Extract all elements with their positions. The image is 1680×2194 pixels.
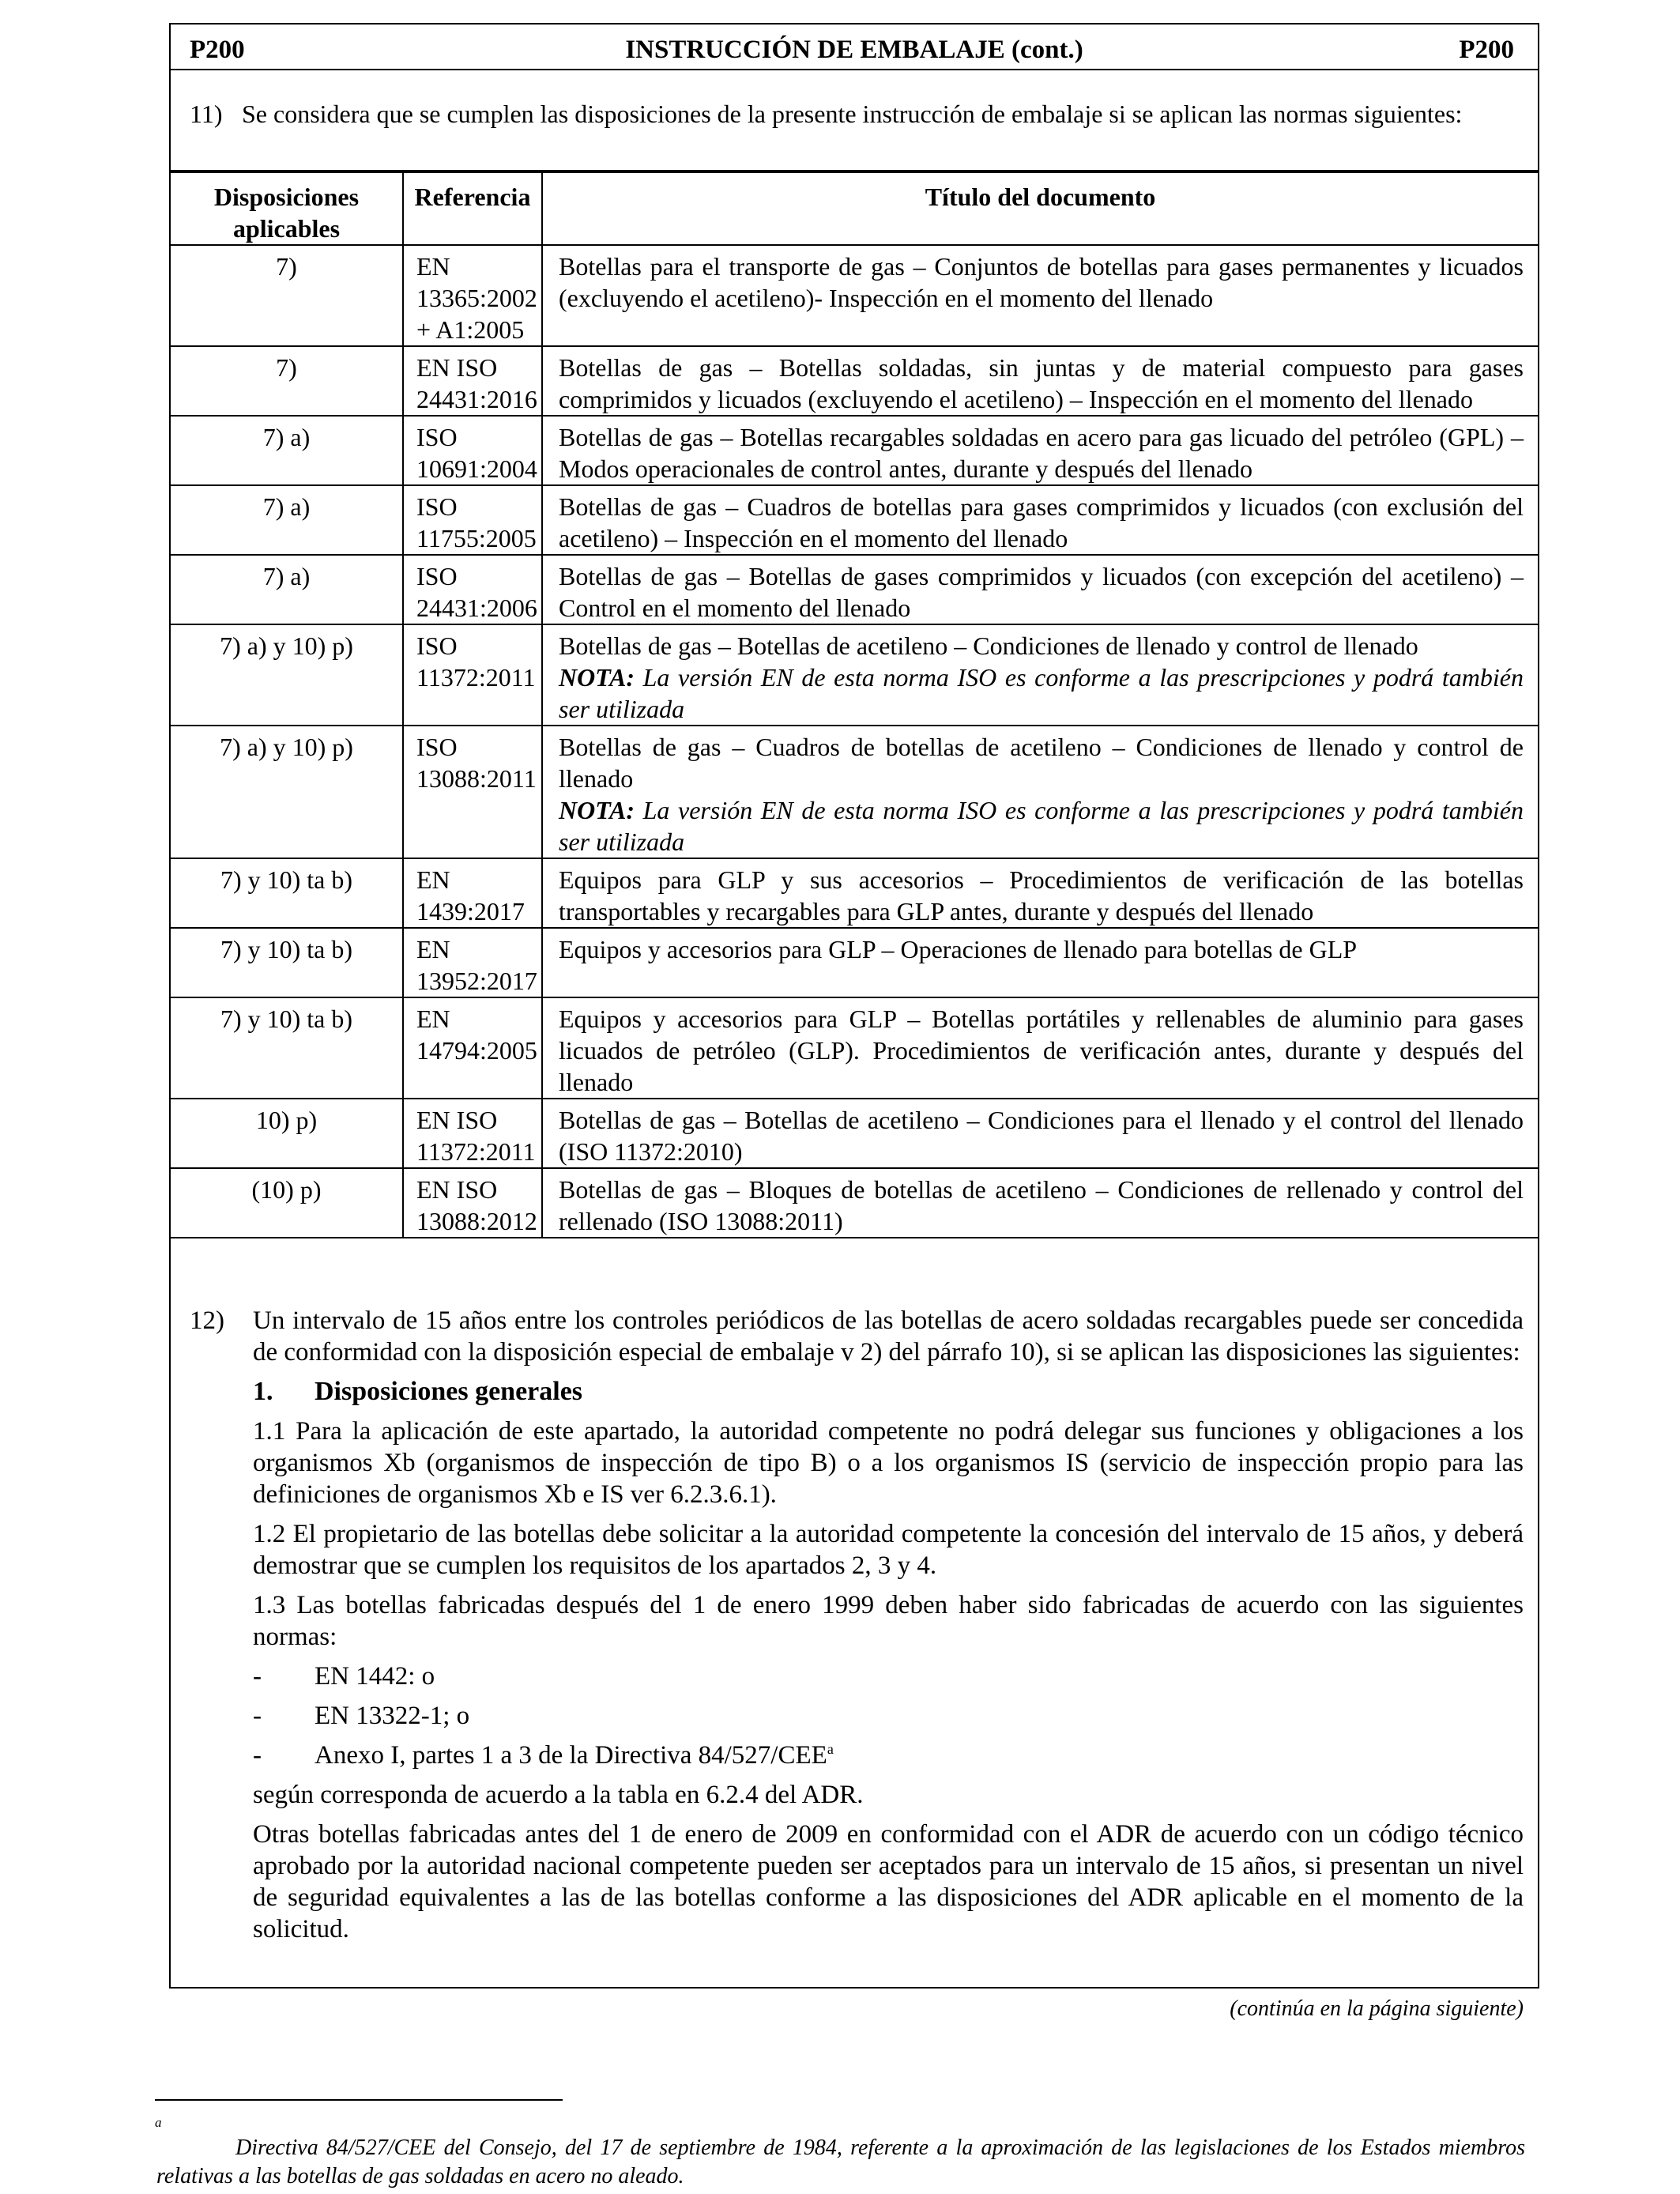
list-item-text: EN 13322-1; o <box>315 1702 470 1730</box>
cell-titulo-text: Equipos y accesorios para GLP – Botellas portátiles y rellenables de aluminio para gases licuados de petróleo (GLP). Procedimientos de verificación antes, durante y después del llenado <box>559 1005 1524 1096</box>
cell-referencia: ISO 11755:2005 <box>403 485 542 555</box>
list-item-text: Anexo I, partes 1 a 3 de la Directiva 84/527/CEE <box>315 1741 827 1770</box>
item-12-intro: Un intervalo de 15 años entre los controles periódicos de las botellas de acero soldadas recargables puede ser concedida de conformidad con la disposición especial de embalaje v 2) del párrafo 10), si se aplican las disposiciones las siguientes: <box>253 1306 1524 1367</box>
cell-referencia: ISO 13088:2011 <box>403 726 542 858</box>
cell-titulo-text: Equipos para GLP y sus accesorios – Procedimientos de verificación de las botellas transportables y recargables para GLP antes, durante y después del llenado <box>559 865 1524 925</box>
header-bar <box>171 25 1538 70</box>
section-heading <box>253 1376 1524 1408</box>
list-item-text: EN 1442: o <box>315 1662 435 1691</box>
cell-referencia: EN ISO 13088:2012 <box>403 1168 542 1238</box>
cell-disposiciones: 7) a) y 10) p) <box>171 726 403 858</box>
cell-referencia: ISO 10691:2004 <box>403 416 542 485</box>
item-11 <box>171 70 1538 172</box>
paragraph-1-2: 1.2 El propietario de las botellas debe solicitar a la autoridad competente la concesión del intervalo de 15 años, y deberá demostrar que se cumplen los requisitos de los apartados 2, 3 y 4. <box>253 1520 1524 1580</box>
cell-titulo-text: Botellas de gas – Cuadros de botellas para gases comprimidos y licuados (con exclusión del acetileno) – Inspección en el momento del llenado <box>559 492 1524 552</box>
note-label: NOTA: <box>559 796 635 824</box>
cell-titulo-text: Botellas de gas – Botellas soldadas, sin juntas y de material compuesto para gases comprimidos y licuados (excluyendo el acetileno) – Inspección en el momento del llenado <box>559 353 1524 413</box>
table-row <box>171 1168 1538 1238</box>
cell-disposiciones: 7) y 10) ta b) <box>171 997 403 1099</box>
footnote-body: Directiva 84/527/CEE del Consejo, del 17 de septiembre de 1984, referente a la aproximación de las legislaciones de los Estados miembros relativas a las botellas de gas soldadas en acero no aleado. <box>156 2136 1525 2188</box>
item-11-number: 11) <box>190 100 223 128</box>
cell-referencia: EN 13365:2002 + A1:2005 <box>403 245 542 346</box>
cell-titulo <box>542 416 1538 485</box>
paragraph-1-3: 1.3 Las botellas fabricadas después del 1 de enero 1999 deben haber sido fabricadas de acuerdo con las siguientes normas: <box>253 1591 1524 1651</box>
cell-titulo <box>542 555 1538 624</box>
header-title: INSTRUCCIÓN DE EMBALAJE (cont.) <box>625 36 1083 64</box>
cell-disposiciones: 7) a) <box>171 555 403 624</box>
packing-instruction-frame <box>169 23 1539 1989</box>
footnote-text <box>156 2134 1525 2191</box>
closing-paragraph: Otras botellas fabricadas antes del 1 de enero de 2009 en conformidad con el ADR de acuerdo con un código técnico aprobado por la autoridad nacional competente pueden ser aceptados para un intervalo de 15 años, si presentan un nivel de seguridad equivalentes a las de las botellas conforme a las disposiciones del ADR aplicable en el momento de la solicitud. <box>253 1820 1524 1943</box>
section-title: Disposiciones generales <box>315 1377 583 1406</box>
table-row <box>171 245 1538 346</box>
item-11-text: Se considera que se cumplen las disposiciones de la presente instrucción de embalaje si se aplican las normas siguientes: <box>242 100 1463 128</box>
cell-disposiciones: 7) y 10) ta b) <box>171 858 403 928</box>
list-dash: - <box>253 1741 262 1770</box>
cell-disposiciones: 7) y 10) ta b) <box>171 928 403 997</box>
footnote-ref: a <box>827 1741 834 1757</box>
footnote-marker: a <box>155 2115 162 2130</box>
cell-titulo <box>542 346 1538 416</box>
item-12-body <box>253 1305 1524 1953</box>
header-code-right: P200 <box>1459 36 1514 64</box>
list-item <box>253 1700 1524 1732</box>
cell-referencia: EN ISO 24431:2016 <box>403 346 542 416</box>
list-dash: - <box>253 1662 262 1691</box>
table-header-row <box>171 172 1538 245</box>
cell-disposiciones: 7) <box>171 346 403 416</box>
paragraph-1-1: 1.1 Para la aplicación de este apartado, la autoridad competente no podrá delegar sus funciones y obligaciones a los organismos Xb (organismos de inspección de tipo B) o a los organismos IS (servicio de inspección propio para las definiciones de organismos Xb e IS ver 6.2.3.6.1). <box>253 1417 1524 1509</box>
cell-titulo <box>542 858 1538 928</box>
table-row <box>171 555 1538 624</box>
cell-titulo-text: Botellas de gas – Cuadros de botellas de acetileno – Condiciones de llenado y control de llenado <box>559 733 1524 793</box>
after-list-text: según corresponda de acuerdo a la tabla en 6.2.4 del ADR. <box>253 1781 864 1809</box>
cell-titulo-text: Botellas de gas – Botellas de acetileno – Condiciones para el llenado y el control del llenado (ISO 11372:2010) <box>559 1106 1524 1166</box>
cell-disposiciones: 7) a) <box>171 485 403 555</box>
section-number: 1. <box>253 1377 273 1406</box>
cell-disposiciones: 7) <box>171 245 403 346</box>
cell-titulo <box>542 928 1538 997</box>
cell-referencia: ISO 24431:2006 <box>403 555 542 624</box>
table-row <box>171 1099 1538 1168</box>
cell-disposiciones: 7) a) y 10) p) <box>171 624 403 726</box>
table-note <box>559 794 1524 858</box>
cell-referencia: ISO 11372:2011 <box>403 624 542 726</box>
table-note <box>559 662 1524 725</box>
cell-titulo <box>542 485 1538 555</box>
table-row <box>171 485 1538 555</box>
cell-referencia: EN 14794:2005 <box>403 997 542 1099</box>
list-dash: - <box>253 1702 262 1730</box>
cell-disposiciones: 7) a) <box>171 416 403 485</box>
table-row <box>171 416 1538 485</box>
note-label: NOTA: <box>559 663 635 692</box>
cell-titulo-text: Botellas de gas – Botellas recargables soldadas en acero para gas licuado del petróleo (GPL) – Modos operacionales de control antes, durante y después del llenado <box>559 423 1524 483</box>
cell-referencia: EN 1439:2017 <box>403 858 542 928</box>
cell-disposiciones: 10) p) <box>171 1099 403 1168</box>
cell-referencia: EN 13952:2017 <box>403 928 542 997</box>
cell-titulo-text: Botellas de gas – Botellas de acetileno – Condiciones de llenado y control de llenado <box>559 631 1418 660</box>
item-12-number: 12) <box>190 1306 224 1335</box>
cell-titulo-text: Botellas de gas – Botellas de gases comprimidos y licuados (con excepción del acetileno) – Control en el momento del llenado <box>559 562 1524 622</box>
cell-titulo <box>542 245 1538 346</box>
cell-disposiciones: (10) p) <box>171 1168 403 1238</box>
cell-titulo-text: Botellas para el transporte de gas – Conjuntos de botellas para gases permanentes y licuados (excluyendo el acetileno)- Inspección en el momento del llenado <box>559 252 1524 312</box>
cell-titulo <box>542 624 1538 726</box>
table-row <box>171 928 1538 997</box>
cell-titulo <box>542 1168 1538 1238</box>
continued-note: (continúa en la página siguiente) <box>1230 1996 1524 2021</box>
header-code-left: P200 <box>190 36 245 64</box>
table-row <box>171 726 1538 858</box>
standards-table <box>171 172 1538 1238</box>
note-text: La versión EN de esta norma ISO es conforme a las prescripciones y podrá también ser utilizada <box>559 663 1524 723</box>
cell-titulo <box>542 997 1538 1099</box>
cell-titulo-text: Equipos y accesorios para GLP – Operaciones de llenado para botellas de GLP <box>559 935 1358 963</box>
cell-referencia: EN ISO 11372:2011 <box>403 1099 542 1168</box>
cell-titulo <box>542 726 1538 858</box>
cell-titulo <box>542 1099 1538 1168</box>
table-row <box>171 624 1538 726</box>
list-item <box>253 1661 1524 1692</box>
table-row <box>171 858 1538 928</box>
note-text: La versión EN de esta norma ISO es conforme a las prescripciones y podrá también ser utilizada <box>559 796 1524 856</box>
table-row <box>171 997 1538 1099</box>
list-item <box>253 1740 1524 1771</box>
column-header-disposiciones: Disposiciones aplicables <box>171 172 403 245</box>
column-header-referencia: Referencia <box>403 172 542 245</box>
footnote-separator <box>155 2099 563 2101</box>
cell-titulo-text: Botellas de gas – Bloques de botellas de acetileno – Condiciones de rellenado y control del rellenado (ISO 13088:2011) <box>559 1175 1524 1235</box>
column-header-titulo: Título del documento <box>542 172 1538 245</box>
table-row <box>171 346 1538 416</box>
